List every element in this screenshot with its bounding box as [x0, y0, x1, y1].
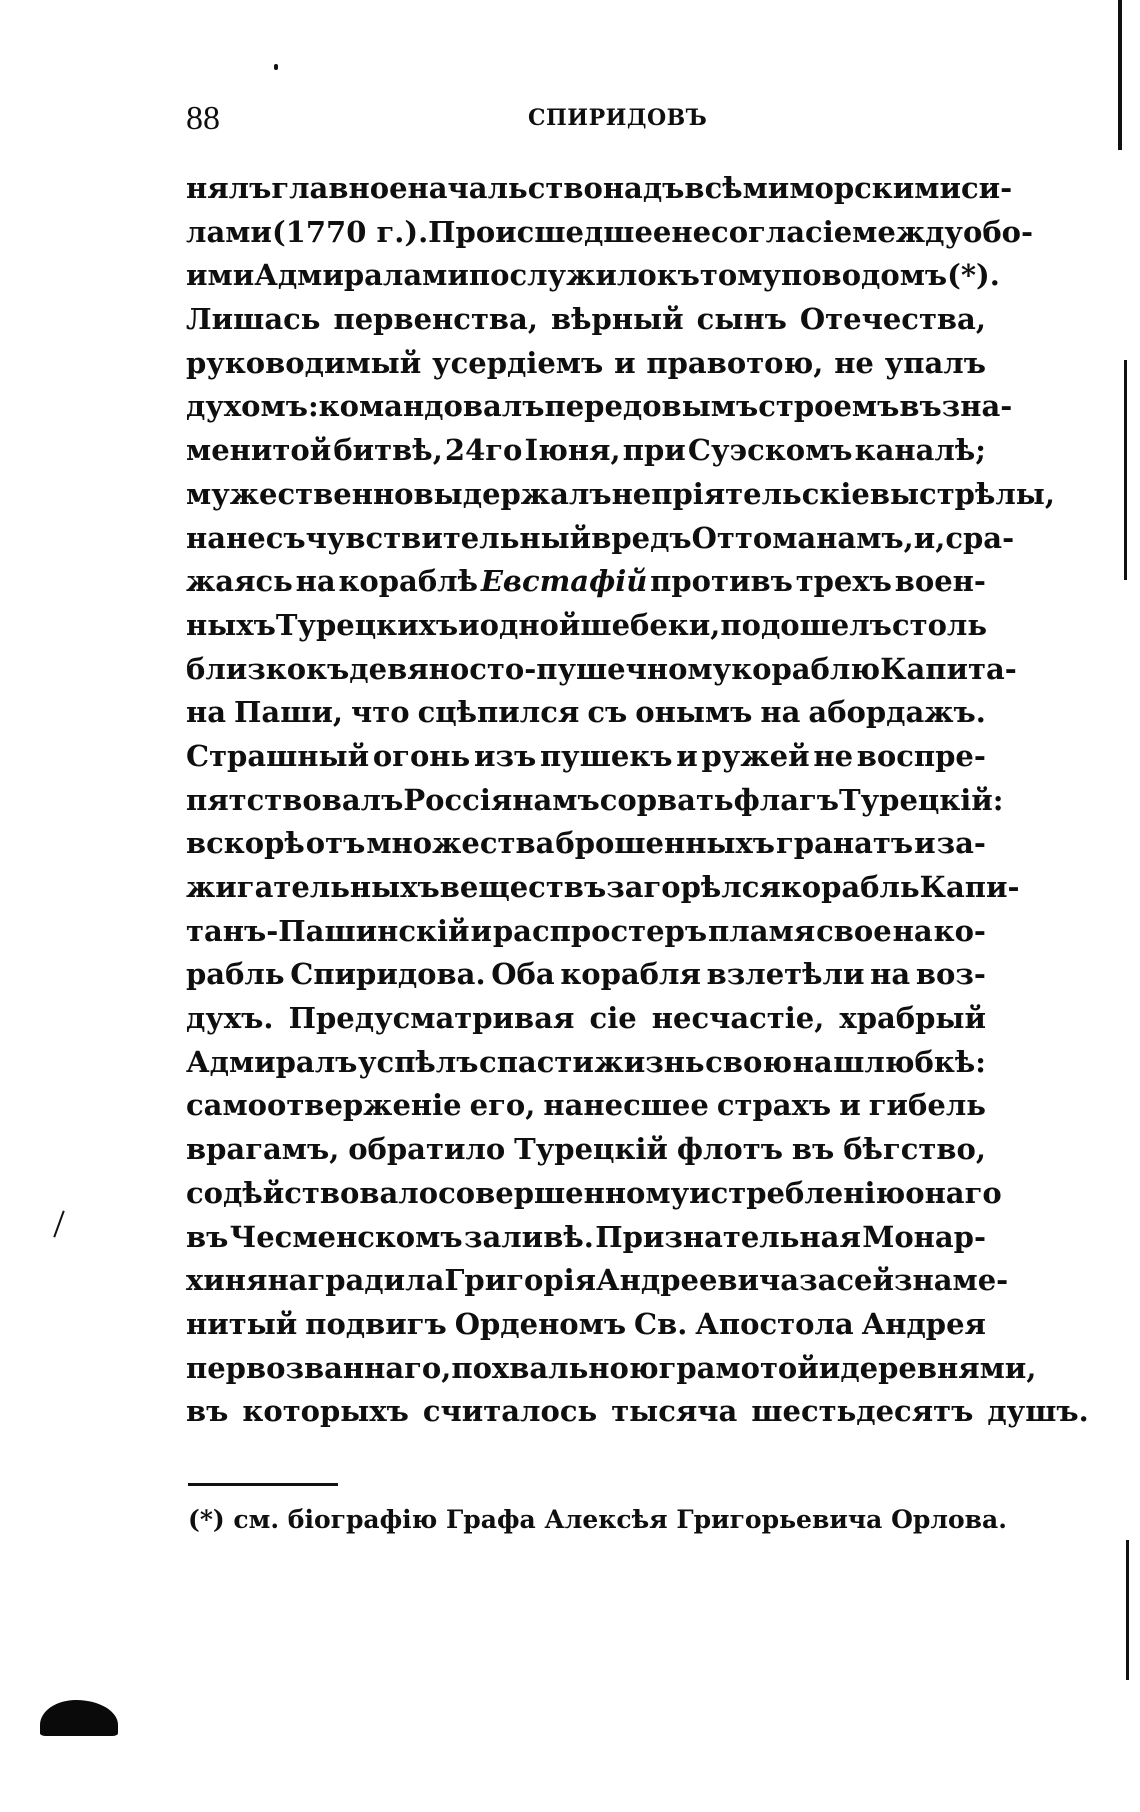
- text-line: [186, 1390, 1089, 1434]
- word: Турецкій: [514, 1132, 668, 1167]
- word: Адмиралами: [254, 258, 469, 293]
- word: брошенныхъ: [555, 826, 776, 861]
- text-line: [186, 1041, 986, 1085]
- word: Монар-: [862, 1219, 986, 1254]
- word: обо-: [963, 214, 1034, 249]
- word: противъ: [650, 564, 793, 599]
- word: кораблѣ: [338, 564, 479, 599]
- word: несогласіе: [671, 214, 853, 249]
- word: къ: [306, 651, 350, 686]
- word: Признательная: [595, 1219, 861, 1254]
- word: Турецкихъ: [275, 607, 459, 642]
- word: духъ.: [186, 1001, 274, 1036]
- word: лами: [186, 214, 272, 249]
- word: съ: [587, 695, 628, 730]
- word: подвигъ: [305, 1306, 447, 1341]
- word: танъ-Пашинскій: [186, 913, 470, 948]
- text-line: [186, 910, 986, 954]
- word: Капи-: [919, 870, 1020, 904]
- scan-edge-mark: [1126, 1540, 1129, 1680]
- word: и: [614, 345, 636, 380]
- word: Чесменскомъ: [229, 1219, 463, 1254]
- word: главное: [271, 171, 408, 205]
- word: и: [676, 738, 698, 773]
- text-line: [186, 473, 1055, 517]
- word: воспре-: [856, 738, 986, 773]
- word: вскорѣ: [186, 826, 305, 861]
- word: не: [834, 345, 874, 380]
- word: сра-: [945, 520, 1015, 555]
- word: Суэскомъ: [687, 433, 853, 468]
- word: Евстафій: [480, 564, 648, 599]
- word: не: [813, 738, 854, 773]
- scan-edge-mark: [1124, 360, 1127, 580]
- word: духомъ:: [186, 389, 319, 424]
- text-line: [186, 1084, 986, 1128]
- word: душъ.: [987, 1394, 1089, 1429]
- text-line: [186, 1259, 1009, 1303]
- word: ими: [186, 258, 255, 293]
- word: всѣми: [684, 171, 790, 205]
- word: нанесшее: [543, 1088, 709, 1123]
- word: близко: [186, 651, 307, 686]
- text-line: [186, 604, 986, 648]
- word: деревнями,: [840, 1350, 1037, 1385]
- word: жигательныхъ: [186, 870, 440, 904]
- text-line: [186, 1128, 986, 1172]
- word: (1770 г.).: [271, 214, 429, 249]
- word: заливѣ.: [463, 1219, 594, 1254]
- footnote: (*) см. біографію Графа Алексѣя Григорьевича Орлова.: [188, 1505, 1007, 1534]
- word: ныхъ: [186, 607, 276, 642]
- word: за-: [936, 826, 986, 861]
- word: на: [870, 957, 911, 992]
- word: и,: [913, 520, 946, 555]
- word: хиня: [186, 1263, 268, 1298]
- word: жаясь: [186, 564, 293, 599]
- word: его,: [469, 1088, 536, 1123]
- word: тысяча: [611, 1394, 738, 1429]
- word: менитой: [186, 433, 332, 468]
- word: поводомъ: [780, 258, 948, 293]
- page-number: 88: [186, 100, 220, 137]
- word: трехъ: [795, 564, 892, 599]
- word: передовымъ: [544, 389, 759, 424]
- word: пламя: [708, 913, 816, 948]
- text-line: [186, 648, 1017, 692]
- word: и: [818, 1350, 841, 1385]
- word: между: [852, 214, 963, 249]
- word: Отечества,: [799, 302, 986, 337]
- text-line: [186, 735, 986, 779]
- word: 24го: [444, 433, 523, 468]
- word: распростеръ: [492, 913, 708, 948]
- word: и: [470, 913, 492, 948]
- text-line: [186, 691, 986, 735]
- word: рабль: [186, 957, 285, 992]
- word: морскими: [789, 171, 961, 205]
- word: обратило: [348, 1132, 506, 1167]
- word: командовалъ: [318, 389, 545, 424]
- word: битвѣ,: [333, 433, 443, 468]
- word: отъ: [305, 826, 366, 861]
- word: абордажъ.: [808, 695, 986, 730]
- word: въ: [186, 1219, 229, 1254]
- word: Лишась: [186, 302, 321, 337]
- word: свое: [816, 913, 892, 948]
- text-line: [186, 866, 1020, 910]
- text-line: [186, 517, 1015, 561]
- word: и: [914, 826, 936, 861]
- word: усердіемъ: [432, 345, 604, 380]
- word: руководимый: [186, 345, 422, 380]
- text-line: [186, 560, 986, 604]
- word: знаме-: [894, 1263, 1009, 1298]
- word: мужественно: [186, 476, 414, 511]
- word: вредъ: [591, 520, 692, 555]
- word: въ: [791, 1132, 835, 1167]
- word: Турецкій:: [839, 782, 1004, 817]
- word: сорвать: [599, 782, 734, 817]
- text-line: [186, 779, 1004, 823]
- word: успѣлъ: [357, 1044, 479, 1079]
- word: ружей: [701, 738, 810, 773]
- word: истребленію: [689, 1175, 906, 1210]
- word: Происшедшее: [428, 214, 672, 249]
- word: флотъ: [676, 1132, 783, 1167]
- word: первенства,: [333, 302, 538, 337]
- word: на: [760, 695, 801, 730]
- word: кораблю: [731, 651, 881, 686]
- word: чувствительный: [305, 520, 592, 555]
- word: храбрый: [839, 1001, 986, 1036]
- word: Спиридова.: [290, 957, 486, 992]
- word: онаго: [905, 1175, 1002, 1210]
- word: упалъ: [884, 345, 986, 380]
- running-head: СПИРИДОВЪ: [528, 105, 708, 131]
- word: при: [622, 433, 686, 468]
- text-line: [186, 1347, 1037, 1391]
- text-line: [186, 822, 986, 866]
- word: Адмиралъ: [186, 1044, 358, 1079]
- text-line: [186, 953, 986, 997]
- word: грамотой: [658, 1350, 819, 1385]
- word: бѣгство,: [843, 1132, 986, 1167]
- word: веществъ: [439, 870, 607, 904]
- word: правотою,: [646, 345, 824, 380]
- word: Григорія: [444, 1263, 597, 1298]
- word: воен-: [894, 564, 986, 599]
- word: Андрея: [861, 1306, 986, 1341]
- word: начальство: [407, 171, 603, 205]
- word: тому: [699, 258, 781, 293]
- word: Оба: [491, 957, 555, 992]
- word: каналѣ;: [854, 433, 986, 468]
- word: сей: [836, 1263, 895, 1298]
- word: флагъ: [733, 782, 840, 817]
- text-line: [186, 211, 1034, 255]
- text-line: [186, 298, 986, 342]
- word: считалось: [422, 1394, 598, 1429]
- word: изъ: [473, 738, 537, 773]
- word: шлюбкѣ:: [833, 1044, 986, 1079]
- word: пятствовалъ: [186, 782, 404, 817]
- word: загорѣлся: [606, 870, 781, 904]
- text-line: [186, 1303, 986, 1347]
- word: Страшный: [186, 738, 370, 773]
- word: Іюня,: [524, 433, 621, 468]
- word: (*).: [947, 258, 1000, 293]
- word: и: [839, 1088, 861, 1123]
- word: шебеки,: [580, 607, 721, 642]
- word: врагамъ,: [186, 1132, 340, 1167]
- word: сіе: [589, 1001, 637, 1036]
- scan-edge-mark: [1118, 0, 1122, 150]
- word: наградила: [267, 1263, 445, 1298]
- text-line: [186, 1216, 986, 1260]
- text-line: [186, 1172, 1002, 1216]
- word: на: [295, 564, 336, 599]
- word: совершенному: [438, 1175, 690, 1210]
- word: гибель: [868, 1088, 986, 1123]
- word: содѣйствовало: [186, 1175, 439, 1210]
- word: на: [186, 695, 227, 730]
- word: къ: [656, 258, 700, 293]
- word: свою: [705, 1044, 793, 1079]
- word: взлетѣли: [706, 957, 865, 992]
- word: ко-: [933, 913, 986, 948]
- word: Паши,: [234, 695, 343, 730]
- word: Предусматривая: [288, 1001, 575, 1036]
- word: гранатъ: [776, 826, 914, 861]
- word: множества: [366, 826, 555, 861]
- text-line: [186, 342, 986, 386]
- word: надъ: [602, 171, 685, 205]
- word: въ: [899, 389, 942, 424]
- word: въ: [186, 1394, 229, 1429]
- word: Капита-: [880, 651, 1017, 686]
- word: жизнь: [594, 1044, 705, 1079]
- word: воз-: [915, 957, 986, 992]
- word: си-: [960, 171, 1013, 205]
- footnote-rule: [188, 1483, 338, 1486]
- text-line: [186, 167, 1013, 211]
- word: сцѣпился: [417, 695, 580, 730]
- word: онымъ: [635, 695, 753, 730]
- text-line: [186, 385, 1013, 429]
- word: нанесъ: [186, 520, 306, 555]
- word: и: [458, 607, 480, 642]
- word: корабль: [780, 870, 920, 904]
- word: на: [892, 913, 933, 948]
- text-line: [186, 429, 986, 473]
- word: огонь: [372, 738, 471, 773]
- scan-edge-mark: [53, 1211, 64, 1238]
- word: спасти: [479, 1044, 594, 1079]
- word: корабля: [560, 957, 701, 992]
- word: страхъ: [716, 1088, 832, 1123]
- word: вѣрный: [551, 302, 684, 337]
- word: нялъ: [186, 171, 272, 205]
- word: послужило: [468, 258, 657, 293]
- word: шестьдесятъ: [751, 1394, 974, 1429]
- word: нитый: [186, 1306, 298, 1341]
- body-text: [186, 167, 1089, 1434]
- word: девяносто-пушечному: [349, 651, 732, 686]
- word: одной: [479, 607, 581, 642]
- scan-blot: [40, 1700, 118, 1736]
- word: подошелъ: [720, 607, 892, 642]
- word: на: [792, 1044, 833, 1079]
- word: столь: [891, 607, 988, 642]
- word: пушекъ: [539, 738, 673, 773]
- word: Оттоманамъ,: [691, 520, 914, 555]
- word: что: [351, 695, 410, 730]
- scan-edge-mark: [274, 64, 278, 70]
- word: за: [799, 1263, 837, 1298]
- word: Св.: [634, 1306, 688, 1341]
- word: Россіянамъ: [403, 782, 600, 817]
- word: похвальною: [451, 1350, 659, 1385]
- word: Апостола: [695, 1306, 854, 1341]
- word: Андреевича: [596, 1263, 800, 1298]
- word: строемъ: [758, 389, 900, 424]
- word: самоотверженіе: [186, 1088, 462, 1123]
- word: зна-: [941, 389, 1013, 424]
- text-line: [186, 997, 986, 1041]
- word: Орденомъ: [454, 1306, 627, 1341]
- word: сынъ: [696, 302, 787, 337]
- word: которыхъ: [242, 1394, 409, 1429]
- text-line: [186, 254, 1000, 298]
- word: первозваннаго,: [186, 1350, 452, 1385]
- word: непріятельскіе: [611, 476, 870, 511]
- word: выдержалъ: [413, 476, 612, 511]
- word: выстрѣлы,: [869, 476, 1055, 511]
- word: несчастіе,: [651, 1001, 825, 1036]
